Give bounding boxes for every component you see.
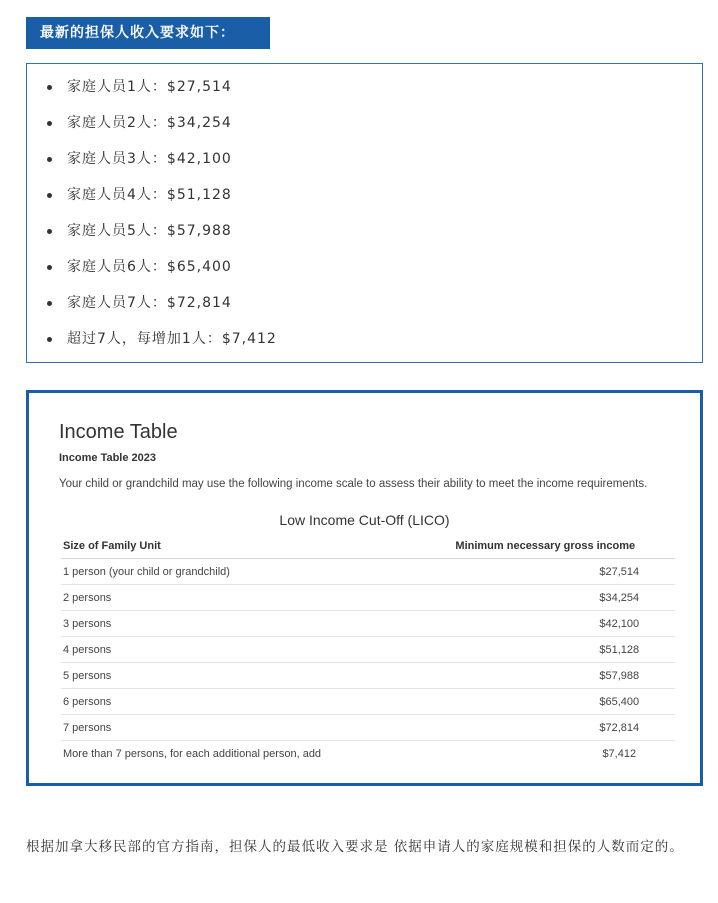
income-cell: $34,254 [416,585,675,611]
income-cell: $7,412 [602,747,637,760]
list-item: 家庭人员7人：$72,814 [47,293,277,329]
table-row [61,715,675,741]
column-header-min-income: Minimum necessary gross income [416,534,675,559]
income-cell: $72,814 [416,715,675,741]
table-row [61,741,675,767]
income-cell: $57,988 [416,663,675,689]
income-table-subtitle: Income Table 2023 [59,452,157,464]
footer-paragraph: 根据加拿大移民部的官方指南，担保人的最低收入要求是 依据申请人的家庭规模和担保的人数而定的。 [26,839,684,855]
table-row [61,585,675,611]
income-cell: $51,128 [416,637,675,663]
family-size-cell: 3 persons [61,611,416,637]
requirements-list [47,77,277,365]
family-size-cell: 1 person (your child or grandchild) [61,559,416,585]
list-item: 家庭人员2人：$34,254 [47,113,277,149]
table-header-row [61,534,675,559]
income-table [61,534,675,766]
family-size-cell: 7 persons [61,715,416,741]
income-table-title: Income Table [59,421,178,443]
list-item: 超过7人，每增加1人：$7,412 [47,329,277,365]
income-cell: $42,100 [416,611,675,637]
list-item: 家庭人员3人：$42,100 [47,149,277,185]
list-item: 家庭人员4人：$51,128 [47,185,277,221]
table-row [61,663,675,689]
table-row [61,611,675,637]
family-size-cell: 4 persons [61,637,416,663]
income-cell: $65,400 [416,689,675,715]
family-size-cell: 5 persons [61,663,416,689]
list-item: 家庭人员5人：$57,988 [47,221,277,257]
table-row [61,689,675,715]
family-size-cell: More than 7 persons, for each additional person, add [63,747,322,760]
list-item: 家庭人员1人：$27,514 [47,77,277,113]
income-cell: $27,514 [416,559,675,585]
income-table-description: Your child or grandchild may use the following income scale to assess their ability to meet the income requirements. [59,478,648,490]
income-table-panel [26,390,703,786]
table-row [61,559,675,585]
list-item: 家庭人员6人：$65,400 [47,257,277,293]
family-size-cell: 2 persons [61,585,416,611]
income-table-caption: Low Income Cut-Off (LICO) [279,512,450,528]
column-header-family-size: Size of Family Unit [61,534,416,559]
requirements-box [26,63,703,363]
section-header-tag: 最新的担保人收入要求如下： [26,17,270,49]
family-size-cell: 6 persons [61,689,416,715]
table-row [61,637,675,663]
